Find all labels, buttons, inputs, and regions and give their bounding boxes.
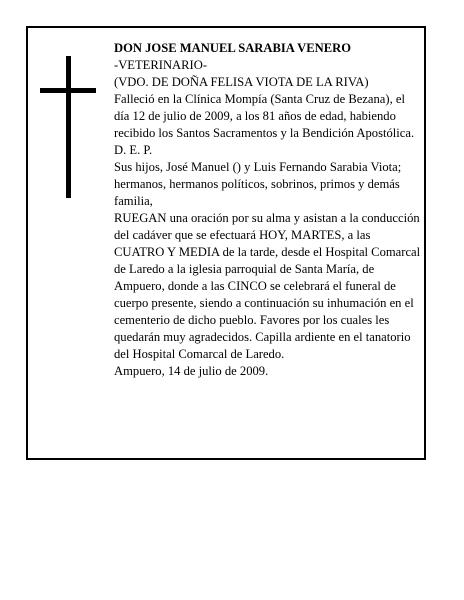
widower-of: (VDO. DE DOÑA FELISA VIOTA DE LA RIVA) <box>114 75 369 89</box>
funeral-request: RUEGAN una oración por su alma y asistan a la conducción del cadáver que se efectuará HOY, MARTES, a las CUATRO Y MEDIA de la tarde, desde el Hospital Comarcal de Laredo a la iglesia parroquial de Santa María, de Ampuero, donde a las CINCO se celebrará el funeral de cuerpo presente, siendo a continuación su inhumación en el cementerio de dicho pueblo. Favores por los cuales les quedarán muy agradecidos. Capilla ardiente en el tanatorio del Hospital Comarcal de Laredo. <box>114 211 421 361</box>
cross-vertical-bar <box>66 56 71 198</box>
obituary-notice <box>26 26 426 460</box>
rest-in-peace: D. E. P. <box>114 143 153 157</box>
obituary-text <box>114 40 422 380</box>
cross-icon <box>40 56 96 198</box>
place-date: Ampuero, 14 de julio de 2009. <box>114 364 269 378</box>
death-info: Falleció en la Clínica Mompía (Santa Cruz de Bezana), el día 12 de julio de 2009, a los 81 años de edad, habiendo recibido los Santos Sacramentos y la Bendición Apostólica. <box>114 92 415 140</box>
deceased-profession: -VETERINARIO- <box>114 58 208 72</box>
cross-horizontal-bar <box>40 88 96 93</box>
family-list: Sus hijos, José Manuel () y Luis Fernando Sarabia Viota; hermanos, hermanos políticos, sobrinos, primos y demás familia, <box>114 160 402 208</box>
deceased-name: DON JOSE MANUEL SARABIA VENERO <box>114 41 351 55</box>
